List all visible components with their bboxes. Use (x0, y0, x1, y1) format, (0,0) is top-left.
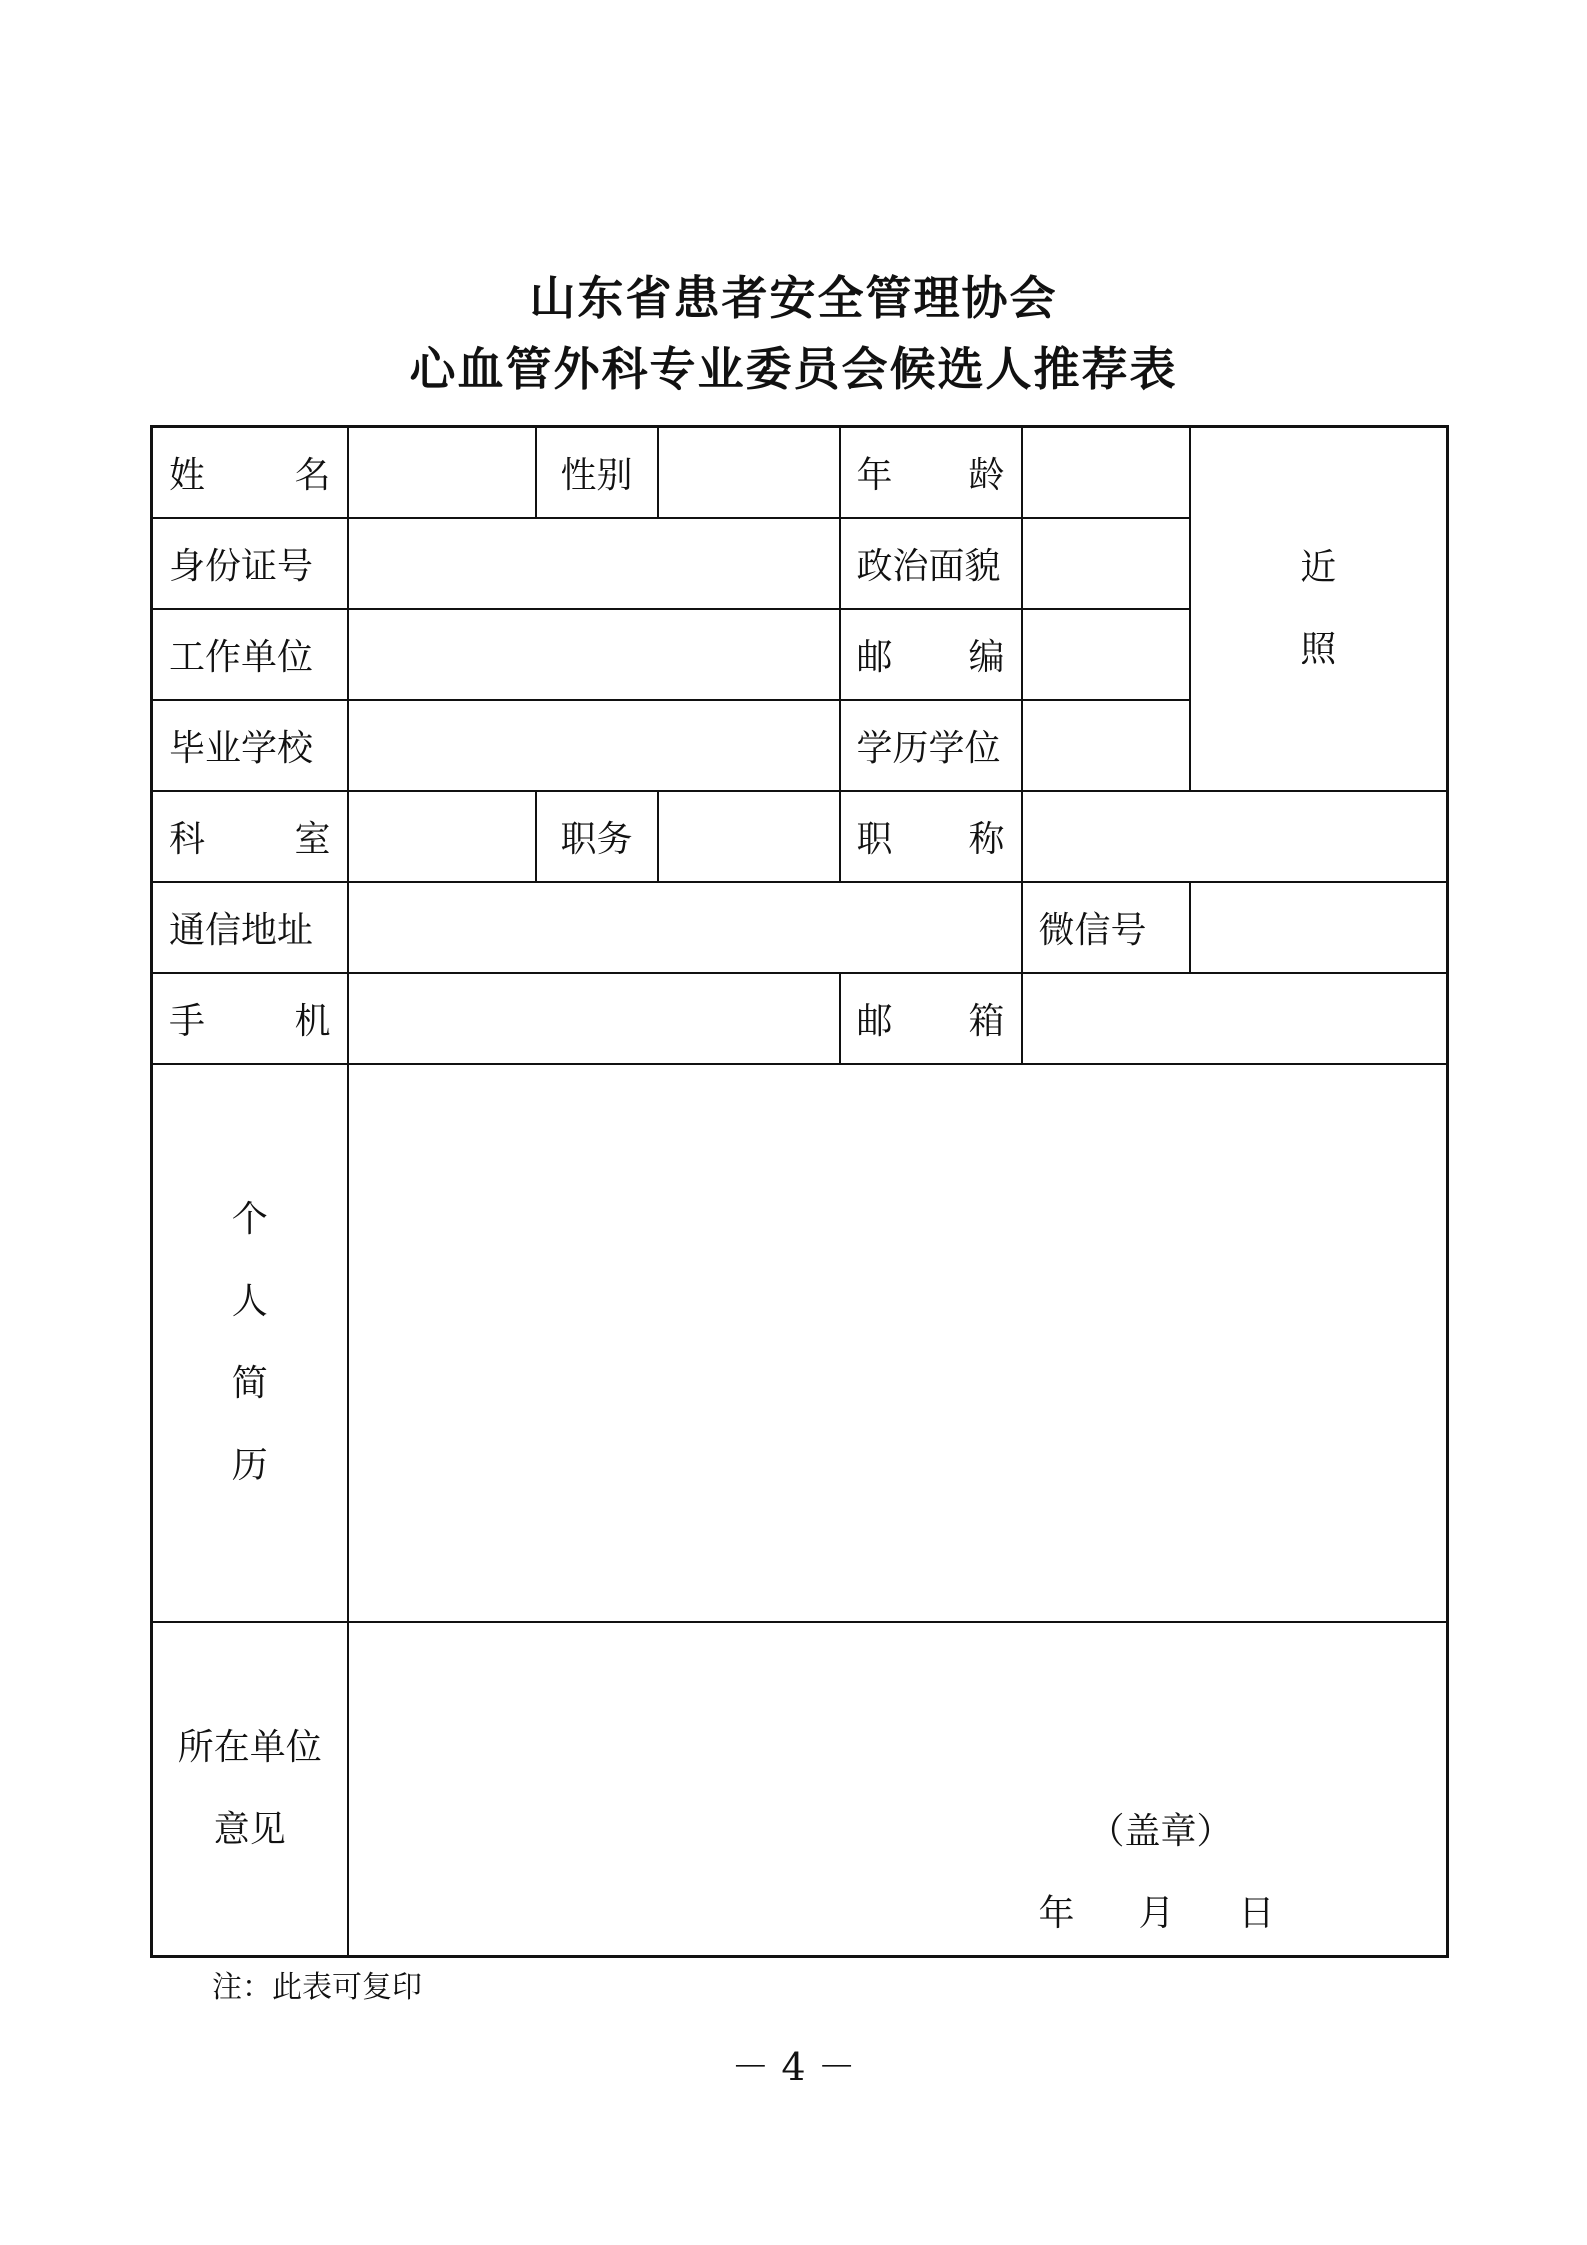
email-field[interactable] (1022, 973, 1448, 1064)
postcode-label: 邮 编 (840, 609, 1022, 700)
political-status-field[interactable] (1022, 518, 1190, 609)
form-title-line-1: 山东省患者安全管理协会 (529, 271, 1058, 325)
date-month-label: 月 (1138, 1892, 1175, 1934)
recommendation-form-table (150, 425, 1449, 1958)
unit-opinion-label: 所在单位 意见 (152, 1622, 348, 1957)
department-label: 科 室 (152, 791, 348, 882)
resume-label: 个 人 简 历 (152, 1064, 348, 1622)
unit-opinion-field[interactable] (348, 1622, 1448, 1957)
name-label: 姓 名 (152, 427, 348, 518)
page-number: － 4 － (731, 2045, 856, 2089)
resume-field[interactable] (348, 1064, 1448, 1622)
gender-label: 性别 (536, 427, 658, 518)
id-number-label: 身份证号 (152, 518, 348, 609)
date-year-label: 年 (1038, 1892, 1075, 1934)
photo-label-2: 照 (1300, 628, 1337, 670)
mobile-label: 手 机 (152, 973, 348, 1064)
position-label: 职务 (536, 791, 658, 882)
photo-label-1: 近 (1300, 546, 1337, 588)
school-label: 毕业学校 (152, 700, 348, 791)
photo-area[interactable] (1190, 427, 1448, 791)
date-line (1039, 1885, 1275, 1936)
workplace-field[interactable] (348, 609, 840, 700)
postcode-field[interactable] (1022, 609, 1190, 700)
political-status-label: 政治面貌 (840, 518, 1022, 609)
form-title-line-2: 心血管外科专业委员会候选人推荐表 (409, 342, 1178, 396)
id-number-field[interactable] (348, 518, 840, 609)
date-day-label: 日 (1238, 1892, 1275, 1934)
mobile-field[interactable] (348, 973, 840, 1064)
address-label: 通信地址 (152, 882, 348, 973)
gender-field[interactable] (658, 427, 840, 518)
degree-label: 学历学位 (840, 700, 1022, 791)
name-field[interactable] (348, 427, 536, 518)
footnote: 注：此表可复印 (212, 1970, 422, 2005)
wechat-field[interactable] (1190, 882, 1448, 973)
professional-title-label: 职 称 (840, 791, 1022, 882)
seal-label: （盖章） (1088, 1810, 1233, 1852)
age-label: 年 龄 (840, 427, 1022, 518)
professional-title-field[interactable] (1022, 791, 1448, 882)
age-field[interactable] (1022, 427, 1190, 518)
department-field[interactable] (348, 791, 536, 882)
address-field[interactable] (348, 882, 1022, 973)
degree-field[interactable] (1022, 700, 1190, 791)
school-field[interactable] (348, 700, 840, 791)
email-label: 邮 箱 (840, 973, 1022, 1064)
position-field[interactable] (658, 791, 840, 882)
workplace-label: 工作单位 (152, 609, 348, 700)
wechat-label: 微信号 (1022, 882, 1190, 973)
